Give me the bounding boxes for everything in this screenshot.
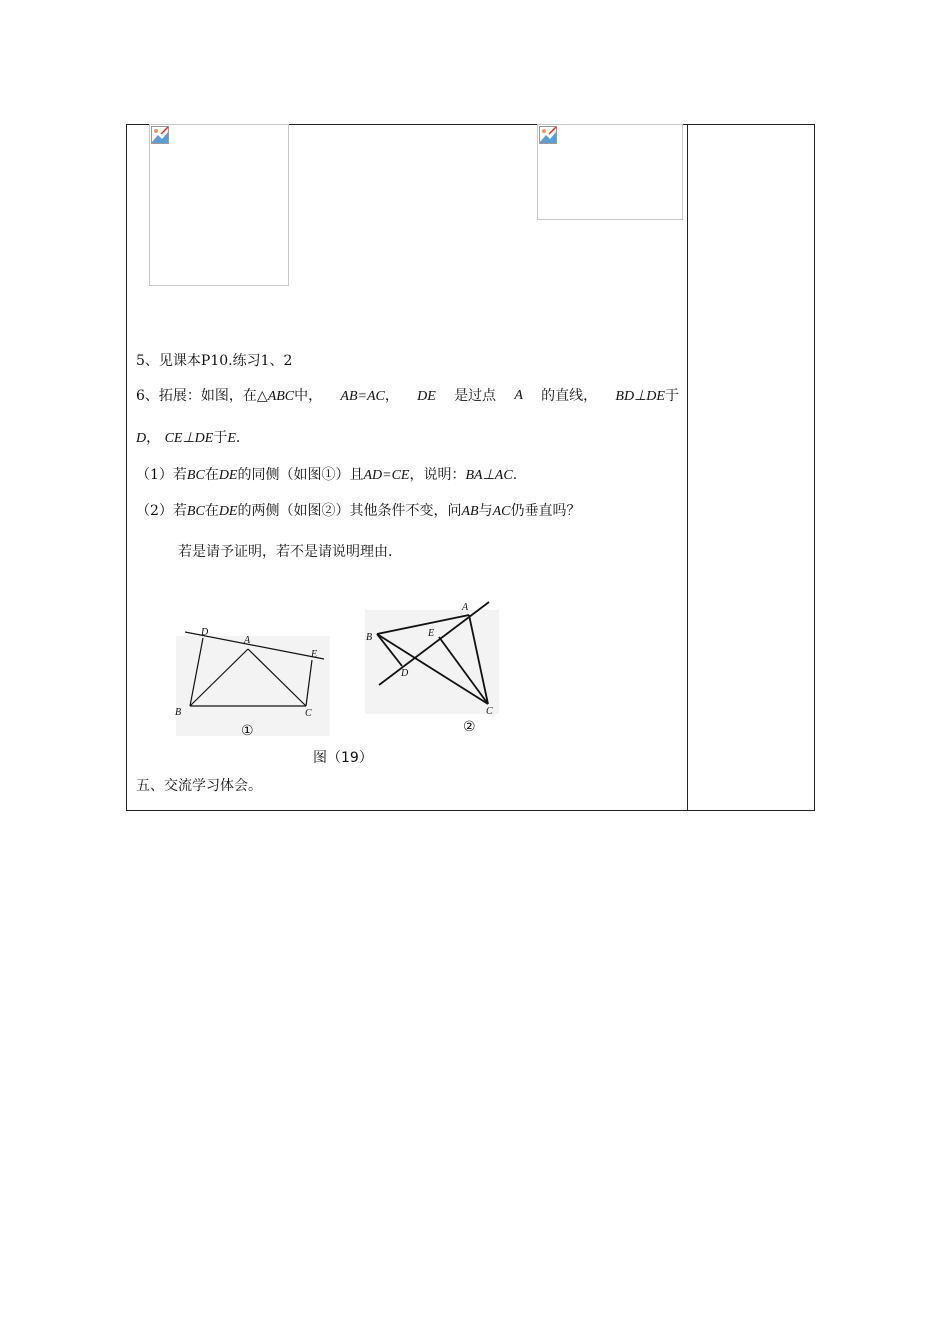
question-2-text: （2）若BC在DE的两侧（如图②）其他条件不变，问AB与AC仍垂直吗？ [136, 503, 581, 519]
label-b: B [175, 707, 182, 718]
label-d: D [201, 627, 209, 638]
label-a: A [244, 635, 251, 646]
figure-1-background [176, 636, 330, 736]
label-b: B [366, 632, 373, 643]
ext-line-de: DE [417, 389, 436, 404]
figure-title: 图（19） [313, 750, 373, 766]
ext-bd-perp-de: BD⊥DE于 [615, 388, 679, 404]
label-c: C [305, 708, 312, 719]
exercise-5-text: 5、见课本P10.练习1、2 [136, 353, 293, 369]
image-placeholder-left [149, 124, 289, 286]
extension-problem-line1: 6、拓展：如图，在△ABC中， AB=AC， DE 是过点 A 的直线， BD⊥DE于 [136, 386, 679, 407]
figure-2-diagram [362, 596, 502, 718]
broken-image-icon [151, 126, 169, 144]
figure-2-caption: ② [463, 719, 476, 735]
ext-lead: 6、拓展：如图，在△ABC中， [136, 388, 323, 404]
label-d: D [401, 668, 409, 679]
broken-image-icon [539, 126, 557, 144]
label-e: E [311, 649, 318, 660]
label-c: C [486, 706, 493, 717]
label-e: E [428, 628, 435, 639]
section-5-heading: 五、交流学习体会。 [136, 778, 262, 794]
ext-condition-ab-ac: AB=AC， [340, 388, 399, 404]
figure-1-caption: ① [241, 723, 254, 739]
extension-problem-line2: D， CE⊥DE于E. [136, 430, 241, 446]
label-a: A [462, 602, 469, 613]
table-column-divider [687, 124, 688, 811]
question-1-text: （1）若BC在DE的同侧（如图①）且AD=CE，说明：BA⊥AC. [136, 467, 518, 483]
image-placeholder-right [537, 124, 683, 220]
question-2-followup: 若是请予证明，若不是请说明理由. [178, 544, 393, 560]
